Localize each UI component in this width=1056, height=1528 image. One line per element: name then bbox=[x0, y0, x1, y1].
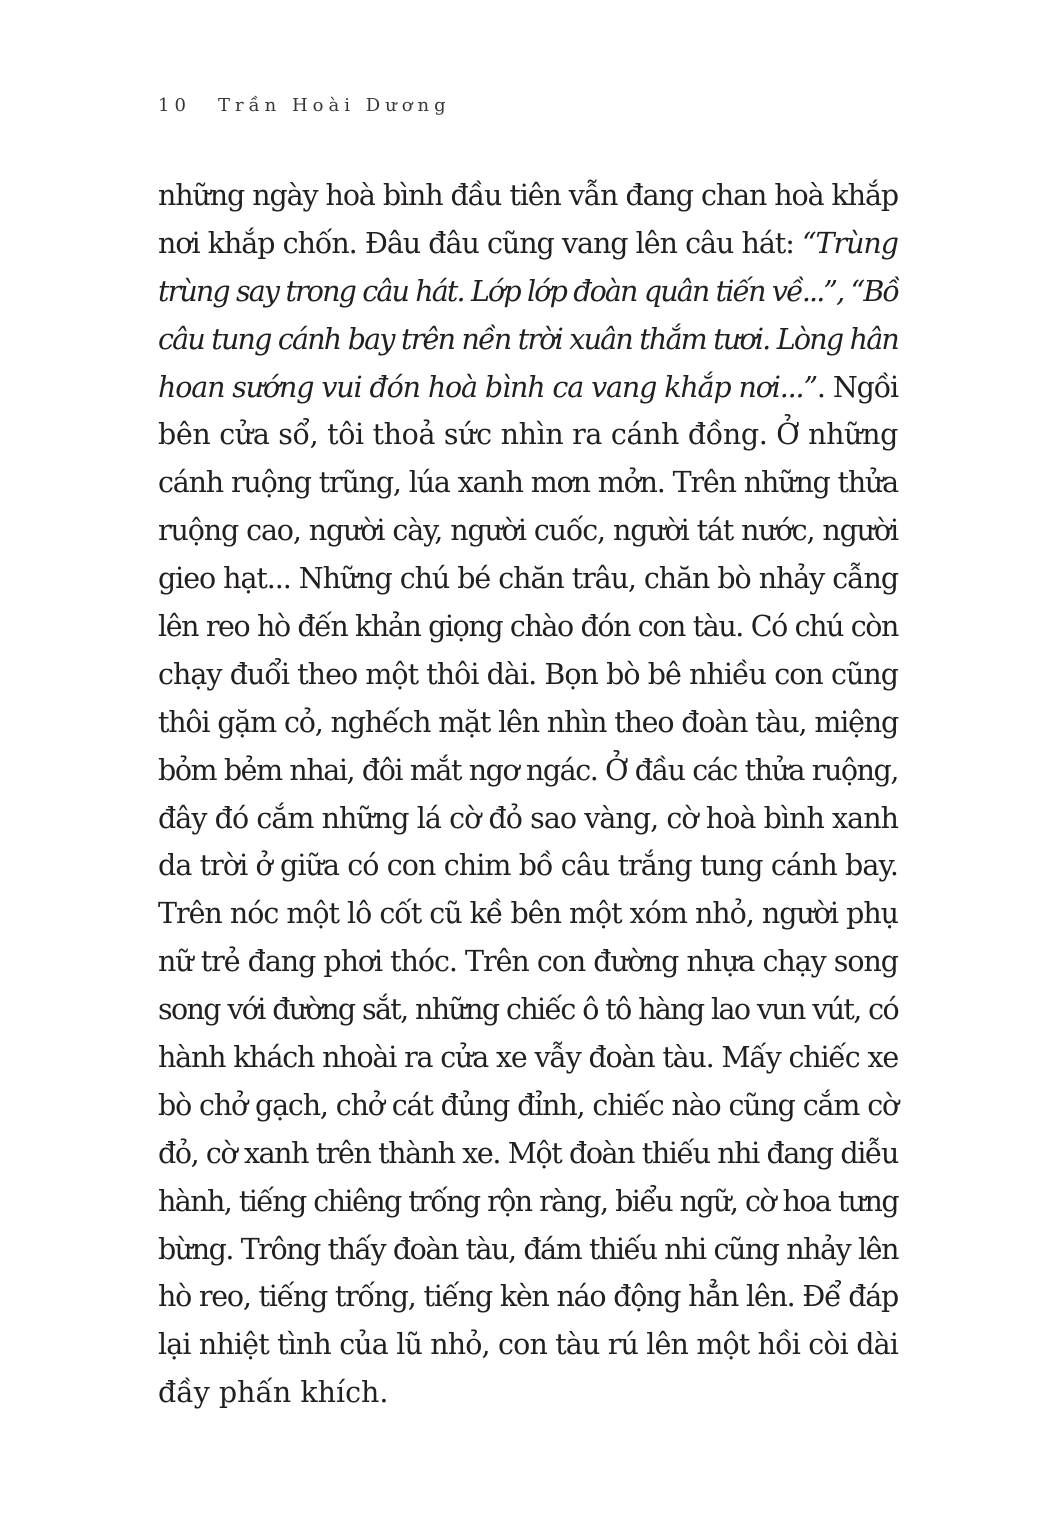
text-line: bên cửa sổ, tôi thoả sức nhìn ra cánh đồng. Ở những bbox=[158, 418, 898, 452]
text-line: lên reo hò đến khản giọng chào đón con tàu. Có chú còn bbox=[158, 610, 898, 644]
text-line: đây đó cắm những lá cờ đỏ sao vàng, cờ hoà bình xanh bbox=[158, 801, 898, 835]
song-quote: “Trùng bbox=[801, 226, 898, 260]
page-number: 10 bbox=[158, 95, 191, 116]
author-name: Trần Hoài Dương bbox=[218, 95, 451, 116]
text-line bbox=[158, 316, 898, 364]
song-quote: câu tung cánh bay trên nền trời xuân thắm tươi. Lòng hân bbox=[158, 322, 898, 356]
text-line: bò chở gạch, chở cát đủng đỉnh, chiếc nào cũng cắm cờ bbox=[158, 1088, 898, 1122]
text-line: chạy đuổi theo một thôi dài. Bọn bò bê nhiều con cũng bbox=[158, 657, 898, 691]
text-line: Trên nóc một lô cốt cũ kề bên một xóm nhỏ, người phụ bbox=[158, 897, 898, 931]
text-line: đầy phấn khích. bbox=[158, 1376, 389, 1410]
text-line: đỏ, cờ xanh trên thành xe. Một đoàn thiếu nhi đang diễu bbox=[158, 1136, 898, 1170]
text-line: hành khách nhoài ra cửa xe vẫy đoàn tàu. Mấy chiếc xe bbox=[158, 1041, 898, 1075]
body-paragraph bbox=[158, 172, 898, 1417]
text-line: gieo hạt... Những chú bé chăn trâu, chăn bò nhảy cẫng bbox=[158, 562, 898, 596]
text-line: thôi gặm cỏ, nghếch mặt lên nhìn theo đoàn tàu, miệng bbox=[158, 705, 898, 739]
text-line: lại nhiệt tình của lũ nhỏ, con tàu rú lên một hồi còi dài bbox=[158, 1328, 898, 1362]
text-line: hành, tiếng chiêng trống rộn ràng, biểu ngữ, cờ hoa tưng bbox=[158, 1184, 898, 1218]
song-quote: hoan sướng vui đón hoà bình ca vang khắp nơi...” bbox=[158, 370, 817, 404]
text-line: cánh ruộng trũng, lúa xanh mơn mởn. Trên những thửa bbox=[158, 466, 898, 500]
text-line: nữ trẻ đang phơi thóc. Trên con đường nhựa chạy song bbox=[158, 945, 898, 979]
text-line: nơi khắp chốn. Đâu đâu cũng vang lên câu hát: “Trùng bbox=[158, 226, 898, 260]
text-line: bỏm bẻm nhai, đôi mắt ngơ ngác. Ở đầu các thửa ruộng, bbox=[158, 753, 898, 787]
text-line: hoan sướng vui đón hoà bình ca vang khắp nơi...”. Ngồi bbox=[158, 370, 898, 404]
text-line: hò reo, tiếng trống, tiếng kèn náo động hẳn lên. Để đáp bbox=[158, 1280, 898, 1314]
text-line: những ngày hoà bình đầu tiên vẫn đang chan hoà khắp bbox=[158, 179, 898, 212]
running-head bbox=[158, 95, 451, 116]
text-line bbox=[158, 268, 898, 316]
text-line: song với đường sắt, những chiếc ô tô hàng lao vun vút, có bbox=[158, 993, 898, 1027]
text-line: bừng. Trông thấy đoàn tàu, đám thiếu nhi cũng nhảy lên bbox=[158, 1232, 898, 1266]
text-line: da trời ở giữa có con chim bồ câu trắng tung cánh bay. bbox=[158, 849, 898, 883]
text-line: ruộng cao, người cày, người cuốc, người tát nước, người bbox=[158, 514, 898, 548]
song-quote: trùng say trong câu hát. Lớp lớp đoàn quân tiến về...”, “Bồ bbox=[158, 274, 898, 308]
